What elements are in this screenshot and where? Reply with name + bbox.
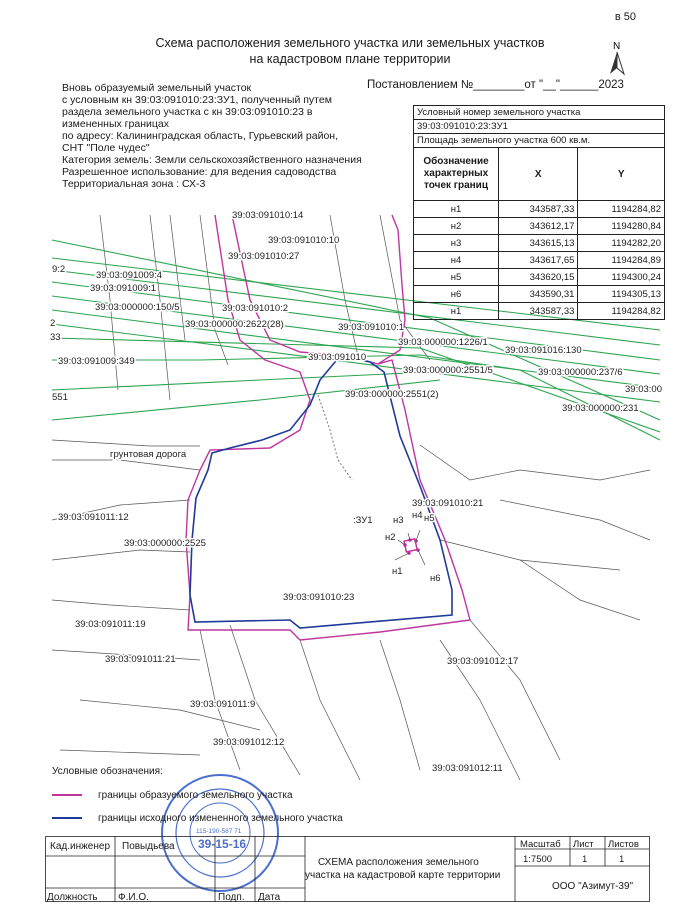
sheet-value: 1 <box>582 854 588 865</box>
point-label: н4 <box>412 510 423 521</box>
sheet-header: Лист <box>573 839 594 850</box>
table-row: н2 343612,17 1194280,84 <box>414 218 665 235</box>
desc-line: Территориальная зона : СХ-3 <box>62 178 206 190</box>
table-head-x: X <box>499 148 578 201</box>
page-marker: в 50 <box>614 11 636 23</box>
scale-value: 1:7500 <box>523 854 553 865</box>
map-label: 39:03:091010:21 <box>412 498 484 509</box>
map-label: 39:03:000000:237/6 <box>538 367 623 378</box>
desc-line: СНТ "Поле чудес" <box>62 142 150 154</box>
coordinates-table <box>413 105 665 320</box>
table-row: н6 343590,31 1194305,13 <box>414 286 665 303</box>
desc-line: измененных границах <box>62 118 169 130</box>
desc-line: Вновь образуемый земельный участок <box>62 82 252 94</box>
map-label: 39:03:091016:130 <box>505 345 582 356</box>
point-label: н3 <box>393 515 404 526</box>
map-label: 33 <box>50 332 61 343</box>
map-label: 39:03:000000:1226/1 <box>398 337 488 348</box>
organization: ООО "Азимут-39" <box>552 881 634 892</box>
legend-item-original: границы исходного измененного земельного участка <box>98 813 343 824</box>
table-parcel-number: 39:03:091010:23:ЗУ1 <box>414 120 665 134</box>
map-label: грунтовая дорога <box>110 449 187 460</box>
map-label: 39:03:091010:27 <box>228 251 300 262</box>
map-label: 39:03:091010:14 <box>232 210 304 221</box>
table-row: н5 343620,15 1194300,24 <box>414 269 665 286</box>
map-label: 39:03:091011:9 <box>190 699 256 710</box>
map-label: 39:03:091009:4 <box>96 270 163 281</box>
table-row: н3 343615,13 1194282,20 <box>414 235 665 252</box>
legend-item-formed: границы образуемого земельного участка <box>98 790 293 801</box>
desc-line: Разрешенное использование: для ведения садоводства <box>62 166 337 178</box>
legend-title: Условные обозначения: <box>52 766 163 777</box>
sheets-header: Листов <box>608 839 639 850</box>
desc-line: Категория земель: Земли сельскохозяйственного назначения <box>62 154 362 166</box>
point-label: н1 <box>392 566 403 577</box>
block-name-2: участка на кадастровой карте территории <box>305 870 501 881</box>
map-label: 39:03:091010:2 <box>222 303 289 314</box>
table-caption: Условный номер земельного участка <box>414 106 665 120</box>
map-label: 39:03:091012:11 <box>432 763 503 774</box>
engineer-name: Повыдьева <box>122 841 175 852</box>
scale-header: Масштаб <box>520 839 561 850</box>
position-label: Должность <box>47 892 98 903</box>
point-label: н6 <box>430 573 441 584</box>
map-label: 39:03:091010:23 <box>283 592 355 603</box>
seal-reg: 115-190-587 71 <box>196 828 242 835</box>
table-head-y: Y <box>578 148 665 201</box>
north-label: N <box>613 41 621 52</box>
map-label: 39:03:091010:1 <box>338 322 405 333</box>
map-label: 39:03:091012:12 <box>213 737 285 748</box>
map-label: 2 <box>50 318 56 329</box>
signature-label: Подп. <box>218 892 245 903</box>
map-label: 39:03:091010:10 <box>268 235 340 246</box>
table-row: н1 343587,33 1194284,82 <box>414 201 665 218</box>
block-name-1: СХЕМА расположения земельного <box>318 857 479 868</box>
map-label: 39:03:000000:2551(2) <box>345 389 439 400</box>
date-label: Дата <box>258 892 281 903</box>
map-label: 39:03:091009:1 <box>90 283 157 294</box>
point-label: н2 <box>385 532 396 543</box>
map-label: 39:03:091010 <box>308 352 367 363</box>
title-line-1: Схема расположения земельного участка или земельных участков <box>155 36 545 50</box>
map-label: 39:03:000000:2551/5 <box>403 365 493 376</box>
map-label: 39:03:091012:17 <box>447 656 519 667</box>
map-label: 39:03:000000:2525 <box>124 538 206 549</box>
map-label: 39:03:091011:12 <box>58 512 129 523</box>
seal-number: 39-15-16 <box>198 837 247 851</box>
ditch-line <box>318 395 352 480</box>
table-row: н4 343617,65 1194284,89 <box>414 252 665 269</box>
engineer-label: Кад.инженер <box>50 841 111 852</box>
map-label: 39:03:091011:19 <box>75 619 146 630</box>
table-head-point: Обозначение характерных точек границ <box>414 148 499 201</box>
map-label: 39:03:091011:21 <box>105 654 176 665</box>
resolution-line: Постановлением №________от "__"______2023 <box>367 79 624 91</box>
table-row: н1 343587,33 1194284,82 <box>414 303 665 320</box>
desc-line: раздела земельного участка с кн 39:03:091010:23 в <box>62 106 313 118</box>
desc-line: с условным кн 39:03:091010:23:ЗУ1, полученный путем <box>62 94 332 106</box>
title-line-2: на кадастровом плане территории <box>249 52 451 66</box>
sheets-value: 1 <box>619 854 625 865</box>
desc-line: по адресу: Калининградская область, Гурьевский район, <box>62 130 339 142</box>
map-label: 39:03:000000:231 <box>562 403 639 414</box>
map-label: 9:2 <box>52 264 66 275</box>
fio-label: Ф.И.О. <box>118 892 149 903</box>
map-label: 39:03:091009:349 <box>58 356 135 367</box>
map-label: 39:03:00 <box>625 384 662 395</box>
table-area: Площадь земельного участка 600 кв.м. <box>414 134 665 148</box>
map-label: 39:03:000000:2622(28) <box>185 319 284 330</box>
map-label: :ЗУ1 <box>353 515 373 526</box>
map-label: 551 <box>52 392 68 403</box>
map-label: 39:03:000000:150/5 <box>95 302 180 313</box>
point-label: н5 <box>424 513 435 524</box>
